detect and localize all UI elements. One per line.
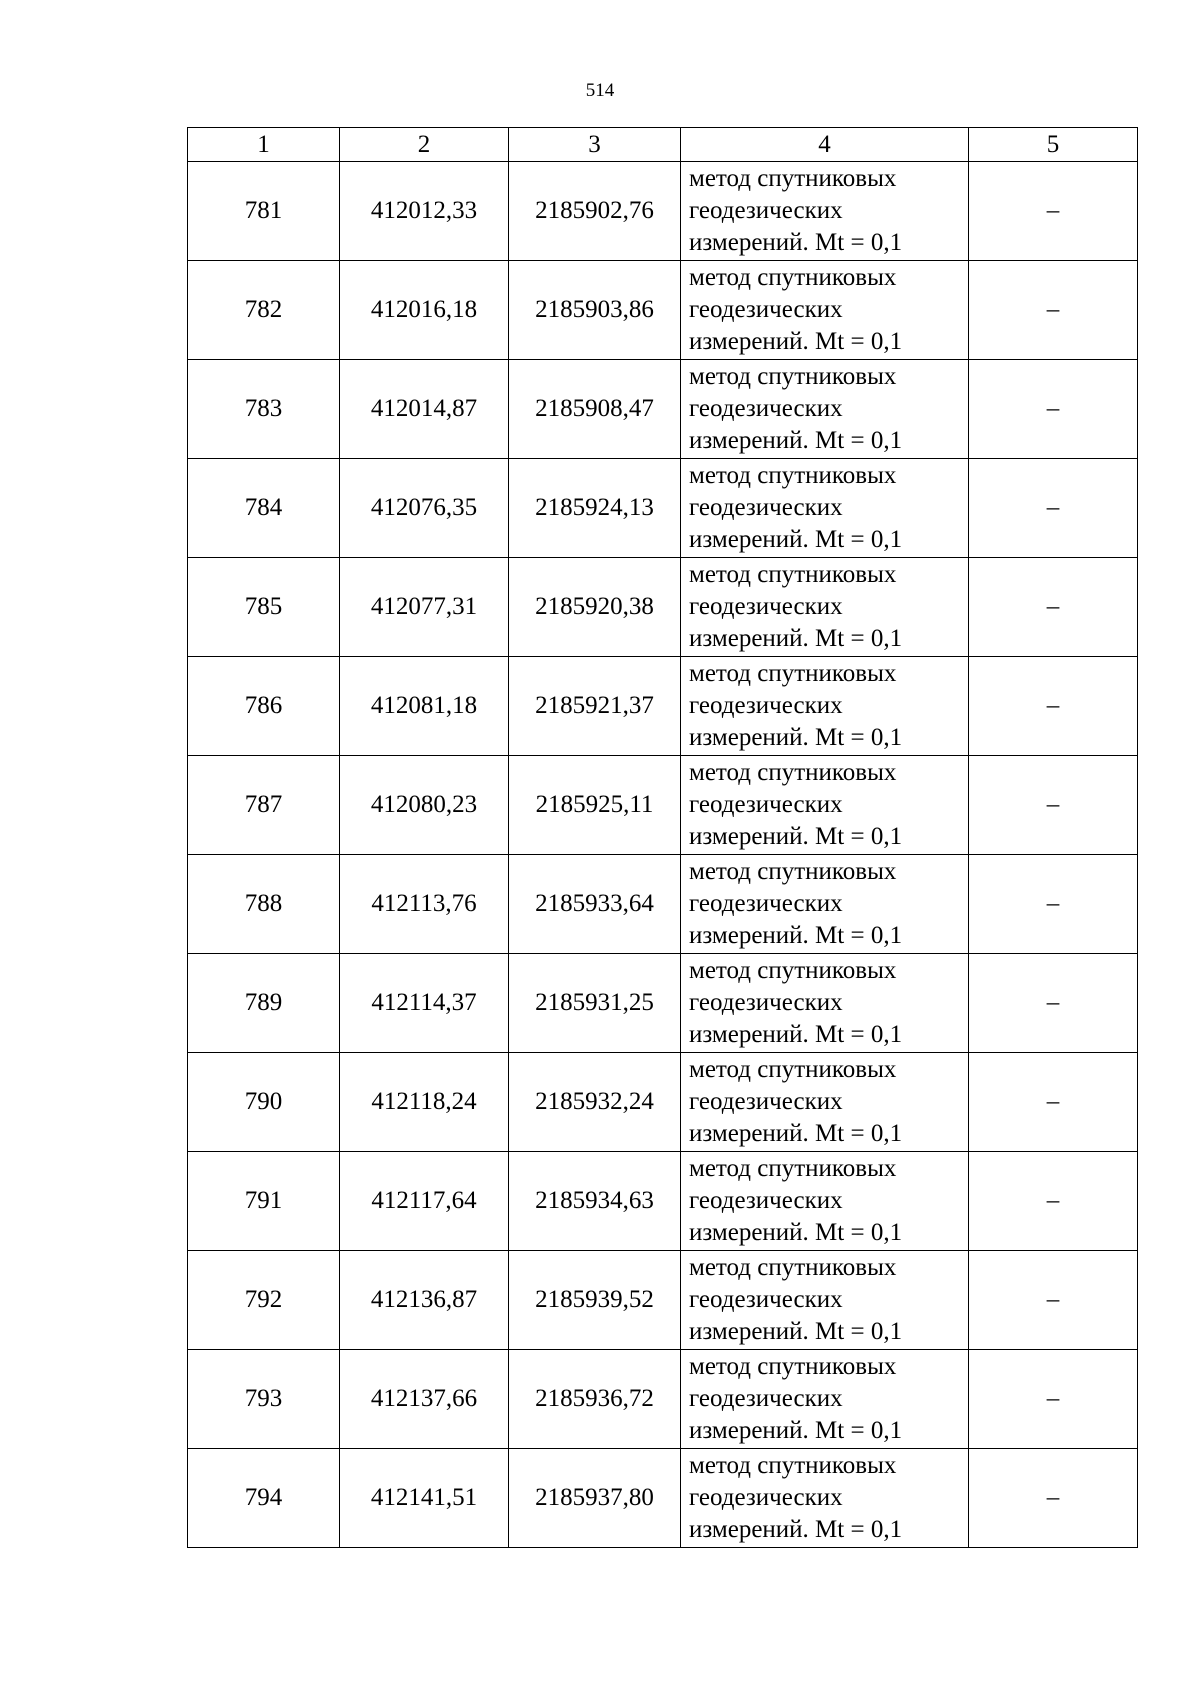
method-line: измерений. Mt = 0,1 bbox=[689, 1120, 903, 1147]
method-line: измерений. Mt = 0,1 bbox=[689, 1318, 903, 1345]
method-line: геодезических bbox=[689, 296, 843, 323]
method-line: измерений. Mt = 0,1 bbox=[689, 229, 903, 256]
y-coordinate-cell: 2185920,38 bbox=[509, 558, 681, 657]
x-coordinate-cell: 412080,23 bbox=[340, 756, 509, 855]
y-coordinate-cell: 2185939,52 bbox=[509, 1251, 681, 1350]
x-coordinate-cell: 412137,66 bbox=[340, 1350, 509, 1449]
y-coordinate-cell: 2185936,72 bbox=[509, 1350, 681, 1449]
method-cell bbox=[681, 1152, 969, 1251]
method-line: метод спутниковых bbox=[689, 1353, 897, 1380]
method-line: измерений. Mt = 0,1 bbox=[689, 1219, 903, 1246]
x-coordinate-cell: 412076,35 bbox=[340, 459, 509, 558]
method-line: метод спутниковых bbox=[689, 759, 897, 786]
method-cell bbox=[681, 1053, 969, 1152]
y-coordinate-cell: 2185921,37 bbox=[509, 657, 681, 756]
note-cell: – bbox=[969, 657, 1138, 756]
header-row bbox=[188, 128, 1138, 162]
note-cell: – bbox=[969, 162, 1138, 261]
method-line: геодезических bbox=[689, 395, 843, 422]
method-cell bbox=[681, 360, 969, 459]
note-cell: – bbox=[969, 1350, 1138, 1449]
method-line: геодезических bbox=[689, 1385, 843, 1412]
y-coordinate-cell: 2185934,63 bbox=[509, 1152, 681, 1251]
point-number-cell: 785 bbox=[188, 558, 340, 657]
note-cell: – bbox=[969, 459, 1138, 558]
method-line: геодезических bbox=[689, 494, 843, 521]
method-line: измерений. Mt = 0,1 bbox=[689, 823, 903, 850]
header-cell-1: 1 bbox=[188, 128, 340, 162]
table-row bbox=[188, 1152, 1138, 1251]
method-line: измерений. Mt = 0,1 bbox=[689, 724, 903, 751]
point-number-cell: 782 bbox=[188, 261, 340, 360]
table-row bbox=[188, 360, 1138, 459]
method-line: метод спутниковых bbox=[689, 462, 897, 489]
note-cell: – bbox=[969, 360, 1138, 459]
note-cell: – bbox=[969, 558, 1138, 657]
table-row bbox=[188, 459, 1138, 558]
y-coordinate-cell: 2185903,86 bbox=[509, 261, 681, 360]
method-line: геодезических bbox=[689, 593, 843, 620]
method-line: метод спутниковых bbox=[689, 1056, 897, 1083]
x-coordinate-cell: 412081,18 bbox=[340, 657, 509, 756]
table-row bbox=[188, 1053, 1138, 1152]
table-row bbox=[188, 954, 1138, 1053]
point-number-cell: 790 bbox=[188, 1053, 340, 1152]
method-line: метод спутниковых bbox=[689, 363, 897, 390]
method-line: метод спутниковых bbox=[689, 1155, 897, 1182]
table-row bbox=[188, 855, 1138, 954]
point-number-cell: 786 bbox=[188, 657, 340, 756]
table-header bbox=[188, 128, 1138, 162]
page-number: 514 bbox=[585, 80, 615, 101]
note-cell: – bbox=[969, 1152, 1138, 1251]
method-cell bbox=[681, 657, 969, 756]
method-line: измерений. Mt = 0,1 bbox=[689, 1417, 903, 1444]
x-coordinate-cell: 412113,76 bbox=[340, 855, 509, 954]
coordinates-table bbox=[187, 127, 1138, 1548]
point-number-cell: 787 bbox=[188, 756, 340, 855]
method-line: измерений. Mt = 0,1 bbox=[689, 922, 903, 949]
y-coordinate-cell: 2185937,80 bbox=[509, 1449, 681, 1548]
method-line: измерений. Mt = 0,1 bbox=[689, 1516, 903, 1543]
table-row bbox=[188, 1251, 1138, 1350]
table-row bbox=[188, 657, 1138, 756]
method-line: измерений. Mt = 0,1 bbox=[689, 625, 903, 652]
method-cell bbox=[681, 1251, 969, 1350]
note-cell: – bbox=[969, 855, 1138, 954]
table-row bbox=[188, 756, 1138, 855]
method-line: метод спутниковых bbox=[689, 957, 897, 984]
x-coordinate-cell: 412136,87 bbox=[340, 1251, 509, 1350]
note-cell: – bbox=[969, 1251, 1138, 1350]
header-cell-4: 4 bbox=[681, 128, 969, 162]
y-coordinate-cell: 2185925,11 bbox=[509, 756, 681, 855]
method-line: метод спутниковых bbox=[689, 264, 897, 291]
note-cell: – bbox=[969, 261, 1138, 360]
point-number-cell: 783 bbox=[188, 360, 340, 459]
method-line: метод спутниковых bbox=[689, 1254, 897, 1281]
method-line: геодезических bbox=[689, 692, 843, 719]
point-number-cell: 781 bbox=[188, 162, 340, 261]
header-cell-3: 3 bbox=[509, 128, 681, 162]
point-number-cell: 794 bbox=[188, 1449, 340, 1548]
method-line: метод спутниковых bbox=[689, 561, 897, 588]
y-coordinate-cell: 2185902,76 bbox=[509, 162, 681, 261]
method-line: метод спутниковых bbox=[689, 858, 897, 885]
note-cell: – bbox=[969, 1449, 1138, 1548]
table-row bbox=[188, 558, 1138, 657]
x-coordinate-cell: 412117,64 bbox=[340, 1152, 509, 1251]
header-cell-2: 2 bbox=[340, 128, 509, 162]
table-body bbox=[188, 162, 1138, 1548]
method-cell bbox=[681, 459, 969, 558]
point-number-cell: 784 bbox=[188, 459, 340, 558]
method-line: геодезических bbox=[689, 890, 843, 917]
x-coordinate-cell: 412118,24 bbox=[340, 1053, 509, 1152]
method-line: измерений. Mt = 0,1 bbox=[689, 328, 903, 355]
x-coordinate-cell: 412141,51 bbox=[340, 1449, 509, 1548]
point-number-cell: 789 bbox=[188, 954, 340, 1053]
method-line: геодезических bbox=[689, 1286, 843, 1313]
x-coordinate-cell: 412077,31 bbox=[340, 558, 509, 657]
point-number-cell: 788 bbox=[188, 855, 340, 954]
method-line: метод спутниковых bbox=[689, 660, 897, 687]
method-line: метод спутниковых bbox=[689, 165, 897, 192]
method-cell bbox=[681, 756, 969, 855]
point-number-cell: 792 bbox=[188, 1251, 340, 1350]
method-line: геодезических bbox=[689, 197, 843, 224]
table-row bbox=[188, 162, 1138, 261]
note-cell: – bbox=[969, 1053, 1138, 1152]
x-coordinate-cell: 412012,33 bbox=[340, 162, 509, 261]
method-line: геодезических bbox=[689, 1187, 843, 1214]
y-coordinate-cell: 2185908,47 bbox=[509, 360, 681, 459]
method-line: метод спутниковых bbox=[689, 1452, 897, 1479]
x-coordinate-cell: 412114,37 bbox=[340, 954, 509, 1053]
note-cell: – bbox=[969, 954, 1138, 1053]
x-coordinate-cell: 412016,18 bbox=[340, 261, 509, 360]
x-coordinate-cell: 412014,87 bbox=[340, 360, 509, 459]
method-cell bbox=[681, 261, 969, 360]
method-cell bbox=[681, 558, 969, 657]
method-cell bbox=[681, 1449, 969, 1548]
point-number-cell: 791 bbox=[188, 1152, 340, 1251]
method-line: измерений. Mt = 0,1 bbox=[689, 427, 903, 454]
method-line: измерений. Mt = 0,1 bbox=[689, 526, 903, 553]
method-cell bbox=[681, 855, 969, 954]
table-row bbox=[188, 1350, 1138, 1449]
method-cell bbox=[681, 162, 969, 261]
method-line: геодезических bbox=[689, 1088, 843, 1115]
y-coordinate-cell: 2185933,64 bbox=[509, 855, 681, 954]
y-coordinate-cell: 2185932,24 bbox=[509, 1053, 681, 1152]
method-line: геодезических bbox=[689, 1484, 843, 1511]
method-cell bbox=[681, 954, 969, 1053]
y-coordinate-cell: 2185931,25 bbox=[509, 954, 681, 1053]
method-line: геодезических bbox=[689, 989, 843, 1016]
table-row bbox=[188, 1449, 1138, 1548]
header-cell-5: 5 bbox=[969, 128, 1138, 162]
note-cell: – bbox=[969, 756, 1138, 855]
y-coordinate-cell: 2185924,13 bbox=[509, 459, 681, 558]
method-cell bbox=[681, 1350, 969, 1449]
method-line: геодезических bbox=[689, 791, 843, 818]
method-line: измерений. Mt = 0,1 bbox=[689, 1021, 903, 1048]
table-row bbox=[188, 261, 1138, 360]
point-number-cell: 793 bbox=[188, 1350, 340, 1449]
